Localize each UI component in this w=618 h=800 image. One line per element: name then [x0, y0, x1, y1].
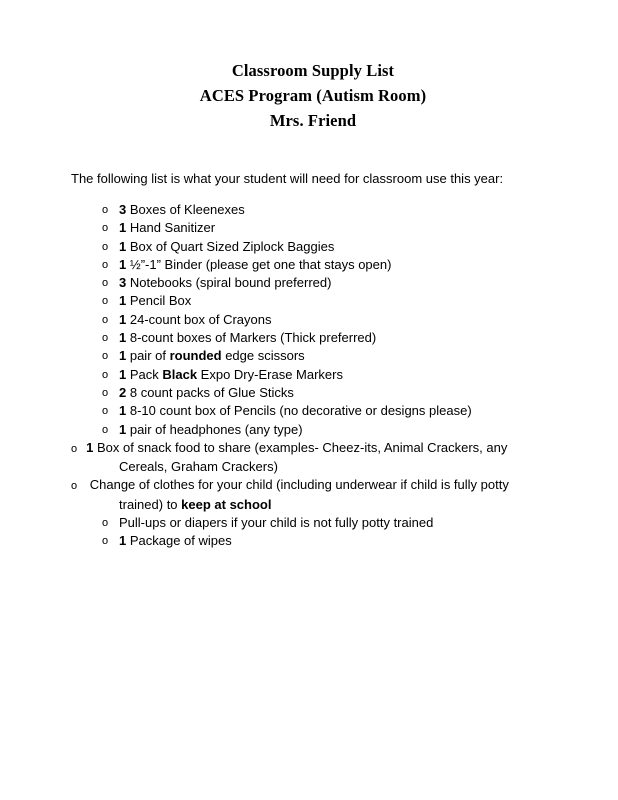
list-item-text: 1 24-count box of Crayons	[119, 311, 272, 327]
item-quantity: 1	[119, 311, 127, 327]
list-bullet-icon: o	[71, 480, 78, 493]
supply-item-list	[70, 201, 556, 551]
list-bullet-icon: o	[102, 258, 109, 271]
page-title	[70, 58, 556, 133]
item-quantity: 2	[119, 384, 127, 400]
list-item	[70, 532, 556, 550]
item-emphasis: keep at school	[181, 496, 272, 512]
list-bullet-icon: o	[102, 204, 109, 216]
list-item	[70, 439, 556, 477]
list-item	[70, 514, 556, 532]
list-item	[70, 347, 556, 365]
item-quantity: 1	[119, 533, 127, 549]
list-bullet-icon: o	[102, 386, 109, 399]
list-item-text: 1 pair of rounded edge scissors	[119, 348, 305, 364]
list-item	[70, 384, 556, 402]
list-bullet-icon: o	[102, 350, 109, 363]
item-quantity: 1	[119, 366, 127, 382]
intro-paragraph: The following list is what your student will need for classroom use this year:	[71, 171, 504, 186]
title-line-2: ACES Program (Autism Room)	[199, 86, 427, 105]
list-item	[70, 311, 556, 329]
list-item	[70, 402, 556, 420]
list-item	[70, 421, 556, 439]
list-item-text: 1 Box of snack food to share (examples- Cheez-its, Animal Crackers, any Cereals, Graham Crackers)	[86, 439, 508, 475]
list-item-text: 1 Package of wipes	[119, 533, 232, 549]
item-quantity: 1	[119, 220, 127, 236]
list-bullet-icon: o	[102, 423, 109, 436]
list-item-text: 1 Hand Sanitizer	[119, 220, 216, 236]
list-item-text: 1 8-count boxes of Markers (Thick preferred)	[119, 330, 377, 346]
list-item	[70, 329, 556, 347]
item-quantity: 1	[86, 439, 94, 455]
list-item-text: 1 Pack Black Expo Dry-Erase Markers	[119, 366, 343, 382]
list-item	[70, 274, 556, 292]
list-bullet-icon: o	[102, 405, 109, 418]
item-quantity: 1	[119, 293, 127, 309]
list-item-text: 1 Box of Quart Sized Ziplock Baggies	[119, 238, 335, 254]
item-quantity: 1	[119, 421, 127, 437]
list-item-text: 1 pair of headphones (any type)	[119, 421, 303, 437]
item-quantity: 1	[119, 330, 127, 346]
item-quantity: 3	[119, 202, 127, 217]
list-item-text: 2 8 count packs of Glue Sticks	[119, 384, 294, 400]
list-bullet-icon: o	[102, 313, 109, 326]
list-bullet-icon: o	[102, 222, 109, 235]
list-item-text: Change of clothes for your child (including underwear if child is fully potty trained) to keep at school	[86, 477, 509, 512]
list-item-text: 1 8-10 count box of Pencils (no decorative or designs please)	[119, 403, 472, 419]
item-quantity: 1	[119, 403, 127, 419]
item-emphasis: rounded	[169, 348, 222, 364]
list-item	[70, 201, 556, 219]
item-emphasis: Black	[162, 366, 198, 382]
list-item-text: Pull-ups or diapers if your child is not fully potty trained	[119, 515, 434, 531]
list-item	[70, 366, 556, 384]
list-bullet-icon: o	[102, 240, 109, 253]
list-bullet-icon: o	[102, 332, 109, 345]
list-item	[70, 292, 556, 310]
item-quantity: 1	[119, 256, 127, 272]
list-bullet-icon: o	[102, 517, 109, 530]
list-bullet-icon: o	[102, 368, 109, 381]
list-bullet-icon: o	[71, 442, 78, 455]
title-line-3: Mrs. Friend	[269, 111, 357, 130]
item-quantity: 3	[119, 275, 127, 291]
list-item	[70, 238, 556, 256]
item-quantity: 1	[119, 348, 127, 364]
item-quantity: 1	[119, 238, 127, 254]
list-item-text: 3 Boxes of Kleenexes	[119, 202, 245, 217]
list-bullet-icon: o	[102, 295, 109, 308]
list-bullet-icon: o	[102, 535, 109, 548]
title-line-1: Classroom Supply List	[231, 61, 395, 80]
list-item-text: 3 Notebooks (spiral bound preferred)	[119, 275, 332, 291]
list-bullet-icon: o	[102, 277, 109, 290]
list-item	[70, 219, 556, 237]
list-item-text: 1 Pencil Box	[119, 293, 192, 309]
list-item-text: 1 ½”-1” Binder (please get one that stays open)	[119, 256, 392, 272]
list-item	[70, 256, 556, 274]
list-item	[70, 476, 556, 514]
